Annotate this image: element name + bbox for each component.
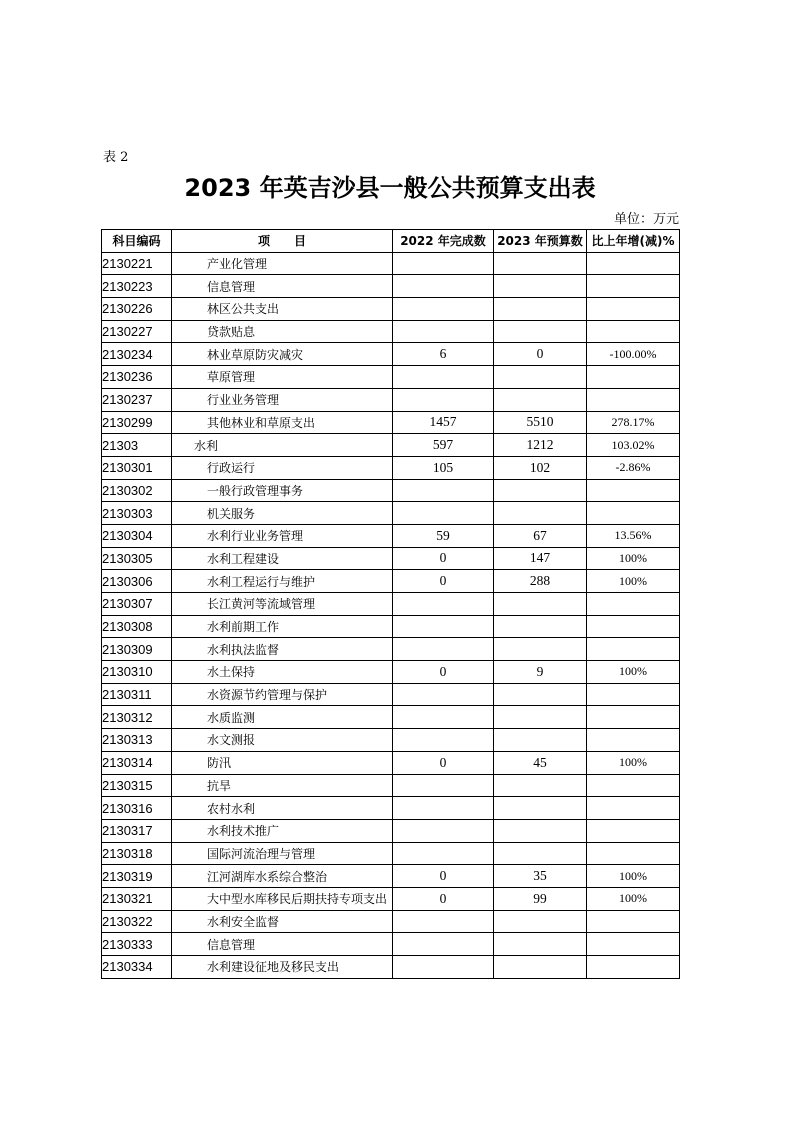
cell-item-name: 一般行政管理事务 <box>172 479 393 502</box>
cell-item-name: 长江黄河等流域管理 <box>172 593 393 616</box>
budget-expenditure-table <box>101 229 680 979</box>
cell-code: 2130227 <box>102 320 172 343</box>
cell-actual-2022 <box>393 729 494 752</box>
cell-actual-2022: 0 <box>393 887 494 910</box>
cell-budget-2023 <box>494 797 587 820</box>
table-row <box>102 366 680 389</box>
cell-actual-2022 <box>393 842 494 865</box>
cell-budget-2023 <box>494 479 587 502</box>
cell-budget-2023: 102 <box>494 456 587 479</box>
header-actual-2022: 2022 年完成数 <box>393 230 494 253</box>
table-row <box>102 910 680 933</box>
cell-actual-2022 <box>393 593 494 616</box>
cell-budget-2023 <box>494 819 587 842</box>
cell-code: 2130303 <box>102 502 172 525</box>
cell-item-name: 林区公共支出 <box>172 298 393 321</box>
table-row <box>102 661 680 684</box>
cell-code: 2130322 <box>102 910 172 933</box>
cell-change: 100% <box>587 570 680 593</box>
cell-budget-2023 <box>494 729 587 752</box>
cell-change <box>587 910 680 933</box>
cell-item-name: 水利工程运行与维护 <box>172 570 393 593</box>
cell-actual-2022: 597 <box>393 434 494 457</box>
cell-code: 2130226 <box>102 298 172 321</box>
cell-code: 2130318 <box>102 842 172 865</box>
cell-change <box>587 479 680 502</box>
cell-actual-2022 <box>393 366 494 389</box>
table-row <box>102 615 680 638</box>
cell-code: 2130221 <box>102 252 172 275</box>
cell-budget-2023: 35 <box>494 865 587 888</box>
cell-budget-2023 <box>494 298 587 321</box>
cell-code: 2130313 <box>102 729 172 752</box>
cell-actual-2022: 0 <box>393 865 494 888</box>
cell-actual-2022: 0 <box>393 570 494 593</box>
table-row <box>102 729 680 752</box>
cell-code: 2130319 <box>102 865 172 888</box>
cell-item-name: 水利安全监督 <box>172 910 393 933</box>
cell-budget-2023 <box>494 593 587 616</box>
cell-budget-2023 <box>494 706 587 729</box>
cell-change: 100% <box>587 865 680 888</box>
table-row <box>102 683 680 706</box>
cell-code: 2130310 <box>102 661 172 684</box>
cell-code: 2130234 <box>102 343 172 366</box>
cell-item-name: 抗旱 <box>172 774 393 797</box>
table-row <box>102 252 680 275</box>
cell-budget-2023 <box>494 615 587 638</box>
cell-actual-2022: 59 <box>393 524 494 547</box>
table-row <box>102 275 680 298</box>
cell-budget-2023 <box>494 320 587 343</box>
cell-code: 2130299 <box>102 411 172 434</box>
cell-actual-2022 <box>393 683 494 706</box>
cell-actual-2022: 105 <box>393 456 494 479</box>
cell-item-name: 水质监测 <box>172 706 393 729</box>
cell-item-name: 水利执法监督 <box>172 638 393 661</box>
cell-code: 2130307 <box>102 593 172 616</box>
cell-change: 278.17% <box>587 411 680 434</box>
cell-actual-2022 <box>393 320 494 343</box>
cell-actual-2022: 6 <box>393 343 494 366</box>
table-row <box>102 411 680 434</box>
cell-item-name: 大中型水库移民后期扶持专项支出 <box>172 887 393 910</box>
cell-budget-2023: 147 <box>494 547 587 570</box>
cell-actual-2022 <box>393 706 494 729</box>
cell-change <box>587 797 680 820</box>
cell-code: 2130301 <box>102 456 172 479</box>
cell-change <box>587 956 680 979</box>
cell-budget-2023 <box>494 774 587 797</box>
cell-budget-2023: 1212 <box>494 434 587 457</box>
cell-change <box>587 706 680 729</box>
cell-budget-2023 <box>494 956 587 979</box>
cell-budget-2023 <box>494 842 587 865</box>
cell-change <box>587 593 680 616</box>
cell-code: 2130306 <box>102 570 172 593</box>
table-row <box>102 638 680 661</box>
cell-item-name: 水利前期工作 <box>172 615 393 638</box>
cell-item-name: 草原管理 <box>172 366 393 389</box>
cell-item-name: 机关服务 <box>172 502 393 525</box>
cell-change: 100% <box>587 547 680 570</box>
cell-change: 100% <box>587 751 680 774</box>
cell-actual-2022 <box>393 797 494 820</box>
cell-actual-2022: 1457 <box>393 411 494 434</box>
cell-actual-2022 <box>393 298 494 321</box>
page-title: 2023 年英吉沙县一般公共预算支出表 <box>184 174 596 202</box>
cell-budget-2023 <box>494 638 587 661</box>
cell-change <box>587 388 680 411</box>
table-row <box>102 593 680 616</box>
cell-actual-2022 <box>393 502 494 525</box>
cell-code: 2130312 <box>102 706 172 729</box>
cell-change <box>587 320 680 343</box>
table-row <box>102 570 680 593</box>
cell-code: 2130237 <box>102 388 172 411</box>
table-row <box>102 343 680 366</box>
cell-budget-2023 <box>494 683 587 706</box>
table-header-row <box>102 230 680 253</box>
cell-change: 100% <box>587 887 680 910</box>
cell-change <box>587 683 680 706</box>
table-row <box>102 502 680 525</box>
cell-change <box>587 275 680 298</box>
cell-change <box>587 819 680 842</box>
header-item: 项 目 <box>172 230 393 253</box>
table-row <box>102 842 680 865</box>
cell-item-name: 产业化管理 <box>172 252 393 275</box>
table-row <box>102 706 680 729</box>
cell-actual-2022 <box>393 933 494 956</box>
table-number-label: 表 2 <box>103 150 129 165</box>
table-row <box>102 320 680 343</box>
cell-item-name: 贷款贴息 <box>172 320 393 343</box>
cell-code: 2130236 <box>102 366 172 389</box>
cell-item-name: 国际河流治理与管理 <box>172 842 393 865</box>
table-row <box>102 751 680 774</box>
cell-item-name: 水利工程建设 <box>172 547 393 570</box>
cell-code: 21303 <box>102 434 172 457</box>
cell-code: 2130305 <box>102 547 172 570</box>
cell-budget-2023: 288 <box>494 570 587 593</box>
cell-item-name: 水土保持 <box>172 661 393 684</box>
cell-item-name: 水利建设征地及移民支出 <box>172 956 393 979</box>
cell-actual-2022 <box>393 275 494 298</box>
cell-change <box>587 615 680 638</box>
cell-change: 103.02% <box>587 434 680 457</box>
table-row <box>102 819 680 842</box>
cell-actual-2022 <box>393 910 494 933</box>
cell-change <box>587 252 680 275</box>
cell-actual-2022: 0 <box>393 661 494 684</box>
cell-budget-2023 <box>494 933 587 956</box>
cell-item-name: 水利行业业务管理 <box>172 524 393 547</box>
cell-change <box>587 933 680 956</box>
cell-code: 2130308 <box>102 615 172 638</box>
cell-item-name: 林业草原防灾减灾 <box>172 343 393 366</box>
cell-budget-2023: 5510 <box>494 411 587 434</box>
table-row <box>102 956 680 979</box>
cell-change: 13.56% <box>587 524 680 547</box>
cell-change <box>587 638 680 661</box>
cell-change <box>587 502 680 525</box>
cell-item-name: 行业业务管理 <box>172 388 393 411</box>
cell-item-name: 水利 <box>172 434 393 457</box>
cell-budget-2023: 45 <box>494 751 587 774</box>
table-row <box>102 524 680 547</box>
cell-code: 2130316 <box>102 797 172 820</box>
table-row <box>102 865 680 888</box>
unit-label: 单位：万元 <box>613 212 679 227</box>
cell-budget-2023 <box>494 275 587 298</box>
cell-budget-2023: 9 <box>494 661 587 684</box>
cell-actual-2022 <box>393 774 494 797</box>
cell-change <box>587 729 680 752</box>
cell-budget-2023 <box>494 910 587 933</box>
cell-item-name: 信息管理 <box>172 933 393 956</box>
cell-actual-2022 <box>393 252 494 275</box>
table-row <box>102 388 680 411</box>
cell-change <box>587 298 680 321</box>
table-row <box>102 933 680 956</box>
table-row <box>102 887 680 910</box>
cell-actual-2022 <box>393 956 494 979</box>
cell-code: 2130314 <box>102 751 172 774</box>
cell-item-name: 水利技术推广 <box>172 819 393 842</box>
table-row <box>102 797 680 820</box>
cell-code: 2130317 <box>102 819 172 842</box>
table-body <box>102 252 680 978</box>
cell-code: 2130223 <box>102 275 172 298</box>
cell-item-name: 信息管理 <box>172 275 393 298</box>
cell-budget-2023: 99 <box>494 887 587 910</box>
cell-budget-2023 <box>494 388 587 411</box>
cell-item-name: 防汛 <box>172 751 393 774</box>
cell-item-name: 水文测报 <box>172 729 393 752</box>
cell-budget-2023: 67 <box>494 524 587 547</box>
cell-item-name: 水资源节约管理与保护 <box>172 683 393 706</box>
cell-change: -100.00% <box>587 343 680 366</box>
cell-budget-2023: 0 <box>494 343 587 366</box>
cell-actual-2022 <box>393 479 494 502</box>
cell-change: 100% <box>587 661 680 684</box>
table-row <box>102 479 680 502</box>
header-budget-2023: 2023 年预算数 <box>494 230 587 253</box>
table-row <box>102 547 680 570</box>
header-change: 比上年增(减)% <box>587 230 680 253</box>
cell-actual-2022 <box>393 388 494 411</box>
table-row <box>102 434 680 457</box>
cell-code: 2130304 <box>102 524 172 547</box>
cell-code: 2130315 <box>102 774 172 797</box>
cell-actual-2022 <box>393 638 494 661</box>
header-code: 科目编码 <box>102 230 172 253</box>
cell-code: 2130334 <box>102 956 172 979</box>
cell-item-name: 江河湖库水系综合整治 <box>172 865 393 888</box>
cell-actual-2022: 0 <box>393 751 494 774</box>
cell-change <box>587 774 680 797</box>
cell-code: 2130333 <box>102 933 172 956</box>
cell-item-name: 行政运行 <box>172 456 393 479</box>
table-row <box>102 774 680 797</box>
cell-actual-2022 <box>393 615 494 638</box>
cell-item-name: 农村水利 <box>172 797 393 820</box>
cell-actual-2022: 0 <box>393 547 494 570</box>
cell-code: 2130309 <box>102 638 172 661</box>
cell-budget-2023 <box>494 252 587 275</box>
cell-budget-2023 <box>494 502 587 525</box>
table-row <box>102 298 680 321</box>
cell-change <box>587 842 680 865</box>
cell-item-name: 其他林业和草原支出 <box>172 411 393 434</box>
cell-code: 2130302 <box>102 479 172 502</box>
cell-change <box>587 366 680 389</box>
cell-change: -2.86% <box>587 456 680 479</box>
table-row <box>102 456 680 479</box>
cell-actual-2022 <box>393 819 494 842</box>
cell-budget-2023 <box>494 366 587 389</box>
cell-code: 2130321 <box>102 887 172 910</box>
cell-code: 2130311 <box>102 683 172 706</box>
